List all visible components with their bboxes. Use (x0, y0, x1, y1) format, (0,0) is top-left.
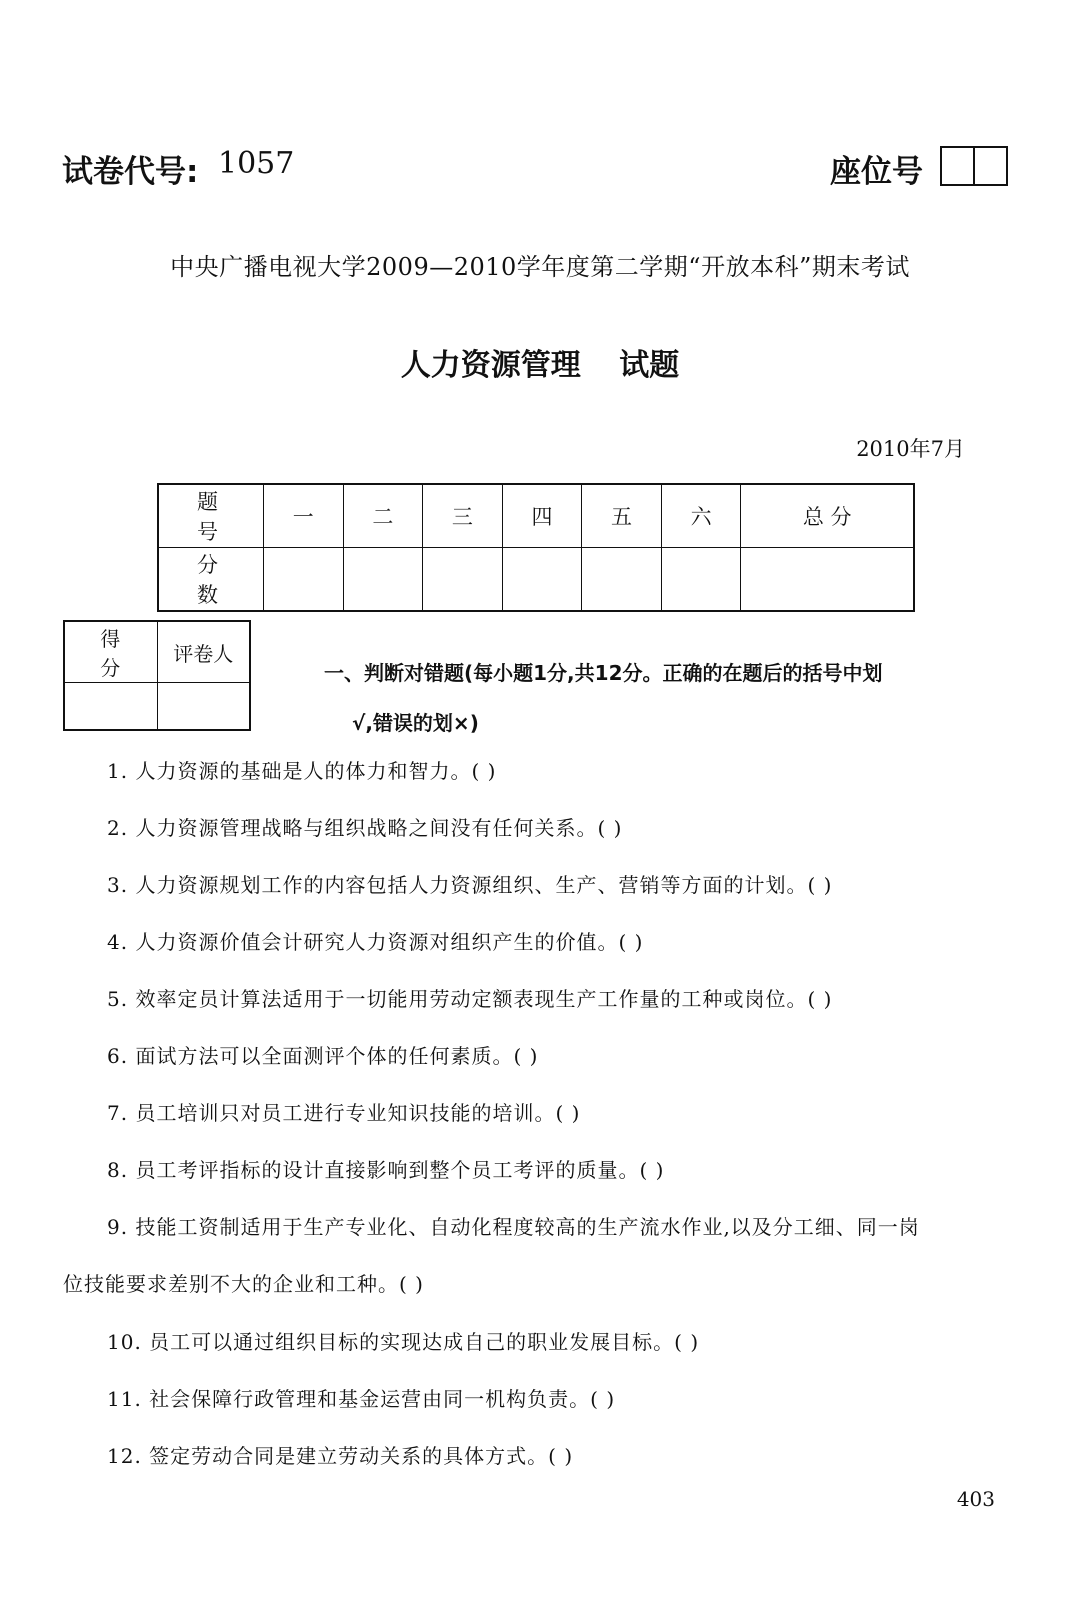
seat-number-box[interactable] (940, 146, 1008, 186)
paper-code: 1057 (218, 146, 295, 181)
grader-entry-cell[interactable] (157, 683, 250, 731)
score-entry-cell[interactable] (502, 548, 582, 612)
score-table-header-row (158, 484, 914, 548)
question-item: 9. 技能工资制适用于生产专业化、自动化程度较高的生产流水作业,以及分工细、同一岗 (107, 1215, 920, 1239)
question-item: 5. 效率定员计算法适用于一切能用劳动定额表现生产工作量的工种或岗位。( ) (107, 987, 833, 1011)
question-item: 7. 员工培训只对员工进行专业知识技能的培训。( ) (107, 1101, 581, 1125)
seat-cell[interactable] (973, 148, 1006, 184)
score-label: 得 分 (64, 621, 157, 683)
table-cell: 一 (264, 484, 344, 548)
table-cell: 五 (582, 484, 662, 548)
score-entry-cell[interactable] (423, 548, 503, 612)
seat-number-label: 座位号 (830, 154, 923, 190)
table-cell-label: 题 号 (158, 484, 264, 548)
score-entry-cell[interactable] (343, 548, 423, 612)
score-entry-cell[interactable] (661, 548, 741, 612)
question-item: 2. 人力资源管理战略与组织战略之间没有任何关系。( ) (107, 816, 623, 840)
question-item: 12. 签定劳动合同是建立劳动关系的具体方式。( ) (107, 1444, 574, 1468)
paper-code-label: 试卷代号: (62, 154, 199, 190)
table-cell-label: 分 数 (158, 548, 264, 612)
score-table (157, 483, 915, 612)
grader-table (63, 620, 251, 731)
question-item: 8. 员工考评指标的设计直接影响到整个员工考评的质量。( ) (107, 1158, 665, 1182)
question-item: 10. 员工可以通过组织目标的实现达成自己的职业发展目标。( ) (107, 1330, 700, 1354)
question-item-continued: 位技能要求差别不大的企业和工种。( ) (63, 1272, 424, 1296)
score-entry-cell[interactable] (582, 548, 662, 612)
question-item: 1. 人力资源的基础是人的体力和智力。( ) (107, 759, 497, 783)
question-item: 3. 人力资源规划工作的内容包括人力资源组织、生产、营销等方面的计划。( ) (107, 873, 833, 897)
table-cell: 二 (343, 484, 423, 548)
score-entry-cell[interactable] (741, 548, 914, 612)
score-entry-cell[interactable] (264, 548, 344, 612)
table-cell: 三 (423, 484, 503, 548)
table-cell: 总 分 (741, 484, 914, 548)
table-cell: 六 (661, 484, 741, 548)
section-title-continued: √,错误的划×) (352, 711, 479, 735)
score-entry-cell[interactable] (64, 683, 157, 731)
question-item: 6. 面试方法可以全面测评个体的任何素质。( ) (107, 1044, 539, 1068)
section-title: 一、判断对错题(每小题1分,共12分。正确的在题后的括号中划 (324, 661, 883, 685)
exam-date: 2010年7月 (856, 437, 965, 461)
exam-title: 人力资源管理 试题 (400, 348, 680, 383)
score-table-score-row (158, 548, 914, 612)
institution-line: 中央广播电视大学2009—2010学年度第二学期“开放本科”期末考试 (170, 253, 910, 281)
table-cell: 四 (502, 484, 582, 548)
question-item: 11. 社会保障行政管理和基金运营由同一机构负责。( ) (107, 1387, 616, 1411)
grader-label: 评卷人 (157, 621, 250, 683)
question-item: 4. 人力资源价值会计研究人力资源对组织产生的价值。( ) (107, 930, 644, 954)
seat-cell[interactable] (942, 148, 973, 184)
page-number: 403 (956, 1487, 995, 1511)
